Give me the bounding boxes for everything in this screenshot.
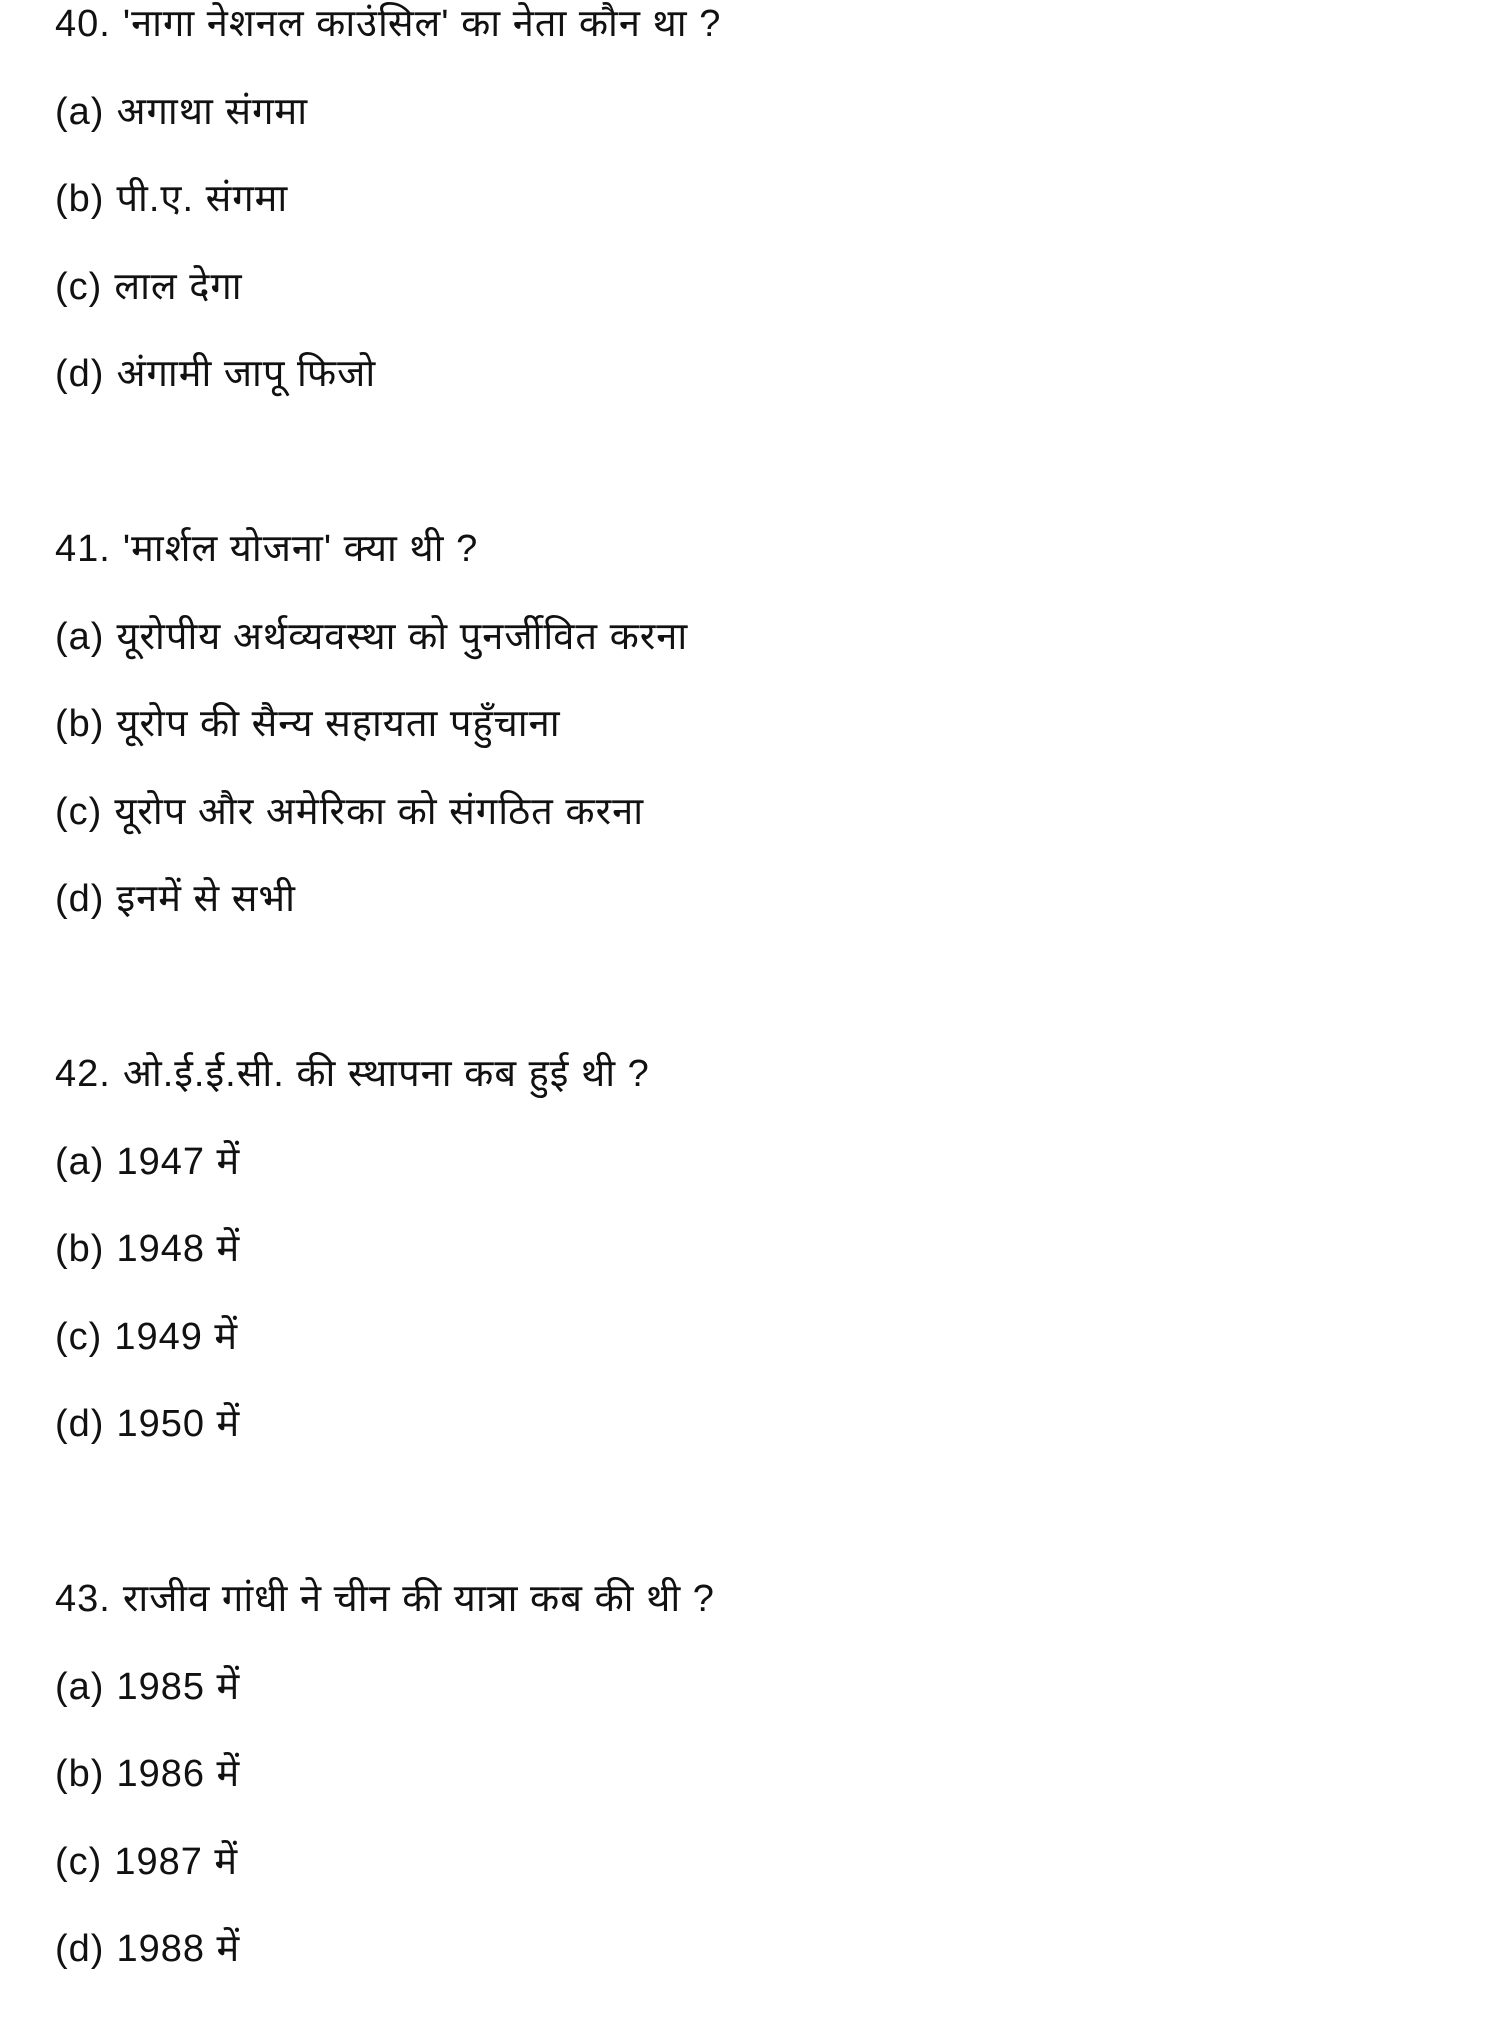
option-item <box>55 1225 240 1273</box>
option-text: लाल देगा <box>114 265 243 308</box>
option-item <box>55 263 243 311</box>
option-item <box>55 1925 240 1973</box>
option-text: 1988 में <box>116 1928 241 1970</box>
option-label: (a) <box>55 615 105 658</box>
option-label: (c) <box>55 265 103 308</box>
option-item <box>55 788 644 836</box>
option-label: (c) <box>55 790 103 833</box>
question-42 <box>55 1050 650 1098</box>
question-number: 40. <box>55 3 111 45</box>
option-text: अंगामी जापू फिजो <box>116 353 377 395</box>
option-item <box>55 350 376 398</box>
question-text: 'नागा नेशनल काउंसिल' का नेता कौन था ? <box>122 3 722 45</box>
option-item <box>55 700 561 748</box>
option-item <box>55 88 308 136</box>
option-label: (b) <box>55 1753 105 1795</box>
option-item <box>55 175 288 223</box>
option-label: (a) <box>55 1140 105 1183</box>
option-item <box>55 613 688 661</box>
option-text: 1947 में <box>116 1140 241 1183</box>
option-label: (b) <box>55 1228 105 1270</box>
option-item <box>55 875 296 923</box>
question-40 <box>55 0 721 48</box>
option-text: इनमें से सभी <box>116 878 296 920</box>
option-item <box>55 1138 240 1186</box>
question-text: 'मार्शल योजना' क्या थी ? <box>122 528 479 570</box>
option-item <box>55 1838 238 1886</box>
option-label: (c) <box>55 1315 103 1358</box>
question-43 <box>55 1575 715 1623</box>
question-text: राजीव गांधी ने चीन की यात्रा कब की थी ? <box>122 1578 715 1620</box>
option-text: यूरोप और अमेरिका को संगठित करना <box>114 790 645 833</box>
option-text: 1948 में <box>116 1228 241 1270</box>
question-number: 43. <box>55 1578 111 1620</box>
option-text: 1950 में <box>116 1403 241 1445</box>
question-text: ओ.ई.ई.सी. की स्थापना कब हुई थी ? <box>122 1053 650 1095</box>
option-text: 1949 में <box>114 1315 239 1358</box>
option-item <box>55 1750 240 1798</box>
option-label: (a) <box>55 90 105 133</box>
option-label: (a) <box>55 1665 105 1708</box>
question-number: 42. <box>55 1053 111 1095</box>
option-label: (d) <box>55 353 105 395</box>
option-text: पी.ए. संगमा <box>116 178 289 220</box>
option-label: (b) <box>55 703 105 745</box>
option-label: (b) <box>55 178 105 220</box>
option-text: 1985 में <box>116 1665 241 1708</box>
option-text: 1987 में <box>114 1840 239 1883</box>
question-number: 41. <box>55 528 111 570</box>
option-label: (c) <box>55 1840 103 1883</box>
option-item <box>55 1400 240 1448</box>
option-text: अगाथा संगमा <box>116 90 309 133</box>
question-41 <box>55 525 478 573</box>
option-text: 1986 में <box>116 1753 241 1795</box>
option-text: यूरोप की सैन्य सहायता पहुँचाना <box>116 703 561 745</box>
option-item <box>55 1313 238 1361</box>
option-label: (d) <box>55 1928 105 1970</box>
option-text: यूरोपीय अर्थव्यवस्था को पुनर्जीवित करना <box>116 615 689 658</box>
option-label: (d) <box>55 1403 105 1445</box>
option-item <box>55 1663 240 1711</box>
option-label: (d) <box>55 878 105 920</box>
